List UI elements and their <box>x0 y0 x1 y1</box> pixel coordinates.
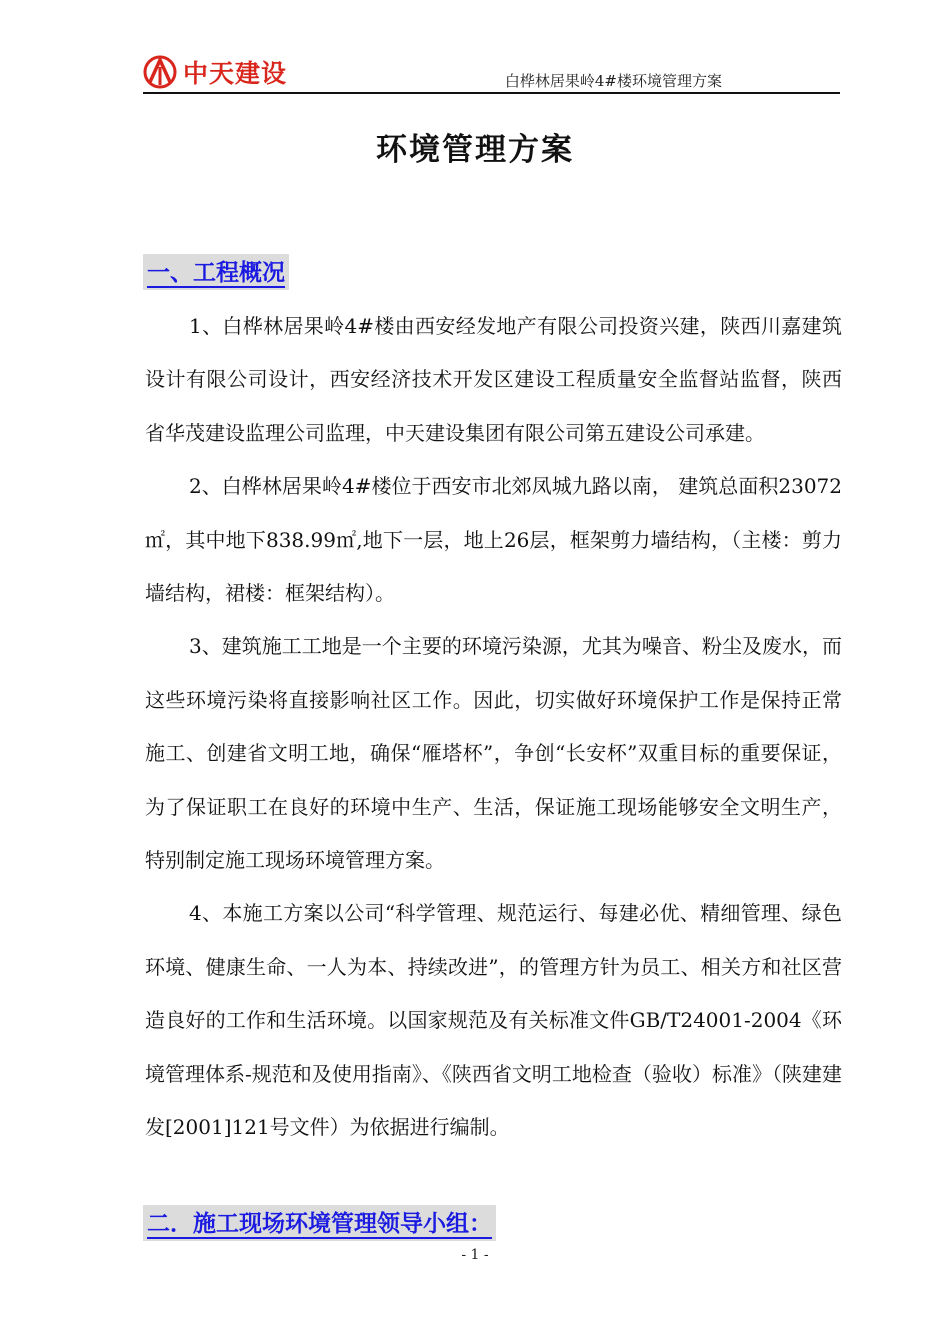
page-header <box>143 48 840 94</box>
header-title: 白桦林居果岭4#楼环境管理方案 <box>504 72 722 90</box>
company-logo <box>143 54 287 90</box>
paragraph-2: 2、白桦林居果岭4#楼位于西安市北郊凤城九路以南， 建筑总面积23072㎡，其中地下838.99㎡,地下一层，地上26层，框架剪力墙结构，（主楼：剪力墙结构，裙楼：框架结构）。 <box>145 474 842 606</box>
header-divider <box>143 92 840 94</box>
section-heading-overview <box>143 254 289 290</box>
section-heading-leadership-group <box>143 1205 496 1241</box>
document-title: 环境管理方案 <box>376 132 574 168</box>
document-body <box>145 300 842 1155</box>
logo-text: 中天建设 <box>183 59 288 88</box>
company-logo-icon <box>143 55 177 89</box>
section-heading-leadership-group-text: 二．施工现场环境管理领导小组： <box>147 1211 492 1237</box>
paragraph-1: 1、白桦林居果岭4#楼由西安经发地产有限公司投资兴建，陕西川嘉建筑设计有限公司设计，西安经济技术开发区建设工程质量安全监督站监督，陕西省华茂建设监理公司监理，中天建设集团有限公司第五建设公司承建。 <box>145 314 842 445</box>
page-number: - 1 - <box>461 1247 489 1263</box>
section-heading-overview-text: 一、工程概况 <box>147 260 285 286</box>
paragraph-4: 4、本施工方案以公司“科学管理、规范运行、每建必优、精细管理、绿色环境、健康生命、一人为本、持续改进”，的管理方针为员工、相关方和社区营造良好的工作和生活环境。以国家规范及有关标准文件GB/T24001-2004《环境管理体系-规范和及使用指南》、《陕西省文明工地检查（验收）标准》（陕建建发[2001]121号文件）为依据进行编制。 <box>145 901 842 1140</box>
paragraph-3: 3、建筑施工工地是一个主要的环境污染源，尤其为噪音、粉尘及废水，而这些环境污染将直接影响社区工作。因此，切实做好环境保护工作是保持正常施工、创建省文明工地，确保“雁塔杯”，争创“长安杯”双重目标的重要保证，为了保证职工在良好的环境中生产、生活，保证施工现场能够安全文明生产，特别制定施工现场环境管理方案。 <box>145 634 842 873</box>
